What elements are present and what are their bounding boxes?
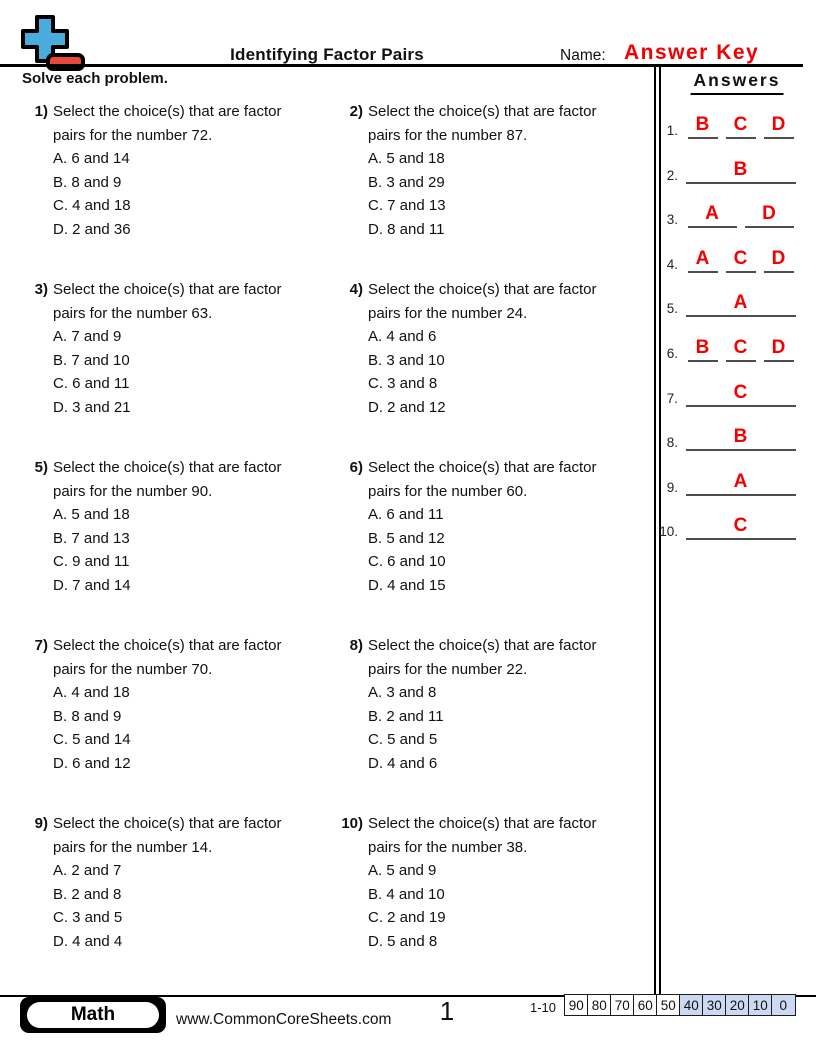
choice-item: A. 6 and 11	[368, 506, 444, 523]
answer-blank	[686, 513, 796, 540]
problem-block	[337, 634, 637, 775]
choice-item: D. 4 and 6	[368, 754, 438, 772]
score-cell: 40	[679, 994, 704, 1016]
answer-letter: C	[733, 381, 749, 403]
problem-block	[22, 456, 322, 597]
problem-block	[22, 812, 322, 953]
answer-blank	[764, 335, 794, 362]
answer-letter: C	[733, 114, 749, 135]
problem-prompt: Select the choice(s) that are factor pairs for the number 90.	[53, 459, 282, 500]
choice-item: D. 2 and 36	[53, 220, 131, 238]
answer-letter: B	[695, 114, 711, 135]
answer-number: 7.	[666, 390, 678, 406]
answer-blank	[686, 290, 796, 317]
answer-row	[656, 201, 802, 228]
choice-item: D. 4 and 4	[53, 932, 123, 950]
answer-blanks	[680, 157, 802, 184]
subject-pill	[27, 1002, 159, 1028]
answer-blank	[688, 246, 718, 273]
answer-blanks	[680, 246, 802, 273]
choice-item: A. 5 and 18	[53, 506, 130, 523]
answer-blanks	[680, 201, 802, 228]
choice-item: A. 6 and 14	[53, 150, 130, 167]
header-rule	[0, 64, 803, 67]
choice-item: C. 7 and 13	[368, 197, 446, 214]
problem-body	[368, 100, 637, 241]
problem-body	[368, 812, 637, 953]
answer-row	[656, 157, 802, 184]
answer-blank	[686, 469, 796, 496]
problem-block	[337, 812, 637, 953]
problem-number: 4)	[349, 281, 363, 298]
problem-prompt: Select the choice(s) that are factor pairs for the number 63.	[53, 281, 282, 322]
answer-blanks	[680, 112, 802, 139]
choice-item: D. 8 and 11	[368, 220, 445, 238]
choice-list	[53, 681, 322, 775]
choice-item: C. 4 and 18	[53, 197, 131, 214]
answer-blanks	[680, 290, 802, 317]
choice-item: C. 2 and 19	[368, 909, 446, 926]
answer-letter: B	[695, 337, 711, 358]
problem-block	[337, 456, 637, 597]
choice-item: A. 4 and 6	[368, 328, 437, 345]
website-url: www.CommonCoreSheets.com	[176, 1011, 392, 1028]
choice-list	[368, 325, 637, 419]
answer-blanks	[680, 335, 802, 362]
answer-letter: A	[733, 470, 749, 492]
problem-body	[368, 634, 637, 775]
answer-blank	[726, 246, 756, 273]
answer-number: 1.	[666, 123, 678, 138]
choice-item: C. 5 and 14	[53, 731, 131, 748]
problem-prompt: Select the choice(s) that are factor pairs for the number 22.	[368, 637, 597, 678]
answer-blank	[688, 335, 718, 362]
problem-number: 7)	[34, 637, 48, 654]
problem-body	[53, 278, 322, 419]
answer-number: 5.	[666, 301, 678, 317]
answer-row	[656, 513, 802, 540]
problem-body	[53, 456, 322, 597]
answer-letter: A	[695, 247, 711, 269]
answer-number: 6.	[666, 346, 678, 361]
choice-item: B. 5 and 12	[368, 529, 445, 547]
answer-row	[656, 246, 802, 273]
problem-number: 5)	[34, 459, 48, 476]
problem-block	[22, 100, 322, 241]
answer-number: 8.	[666, 435, 678, 451]
answer-row	[656, 424, 802, 451]
score-cell: 20	[725, 994, 750, 1016]
problem-number: 10)	[341, 815, 363, 832]
answer-blank	[686, 380, 796, 407]
answer-letter: C	[733, 247, 749, 269]
answer-blank	[686, 424, 796, 451]
choice-item: C. 5 and 5	[368, 731, 438, 748]
choice-list	[368, 681, 637, 775]
problem-prompt: Select the choice(s) that are factor pairs for the number 24.	[368, 281, 597, 322]
choice-item: C. 3 and 5	[53, 909, 123, 926]
problem-number: 9)	[34, 815, 48, 832]
answer-letter: D	[771, 114, 787, 135]
problem-body	[368, 278, 637, 419]
subject-badge	[20, 997, 166, 1033]
answer-letter: C	[733, 337, 749, 358]
problem-prompt: Select the choice(s) that are factor pairs for the number 14.	[53, 815, 282, 856]
answer-blanks	[680, 513, 802, 540]
answer-letter: C	[733, 515, 749, 537]
answer-blank	[688, 112, 718, 139]
subject-label: Math	[70, 1004, 116, 1025]
choice-item: D. 4 and 15	[368, 576, 446, 594]
problem-block	[337, 100, 637, 241]
choice-list	[368, 147, 637, 241]
answer-letter: D	[771, 247, 787, 269]
choice-item: C. 3 and 8	[368, 375, 438, 392]
answer-number: 2.	[666, 167, 678, 183]
problem-number: 8)	[349, 637, 363, 654]
answer-blank	[764, 112, 794, 139]
answer-blank	[745, 201, 794, 228]
choice-item: A. 5 and 9	[368, 862, 437, 879]
answer-blanks	[680, 424, 802, 451]
choice-item: D. 7 and 14	[53, 576, 131, 594]
problem-body	[53, 634, 322, 775]
choice-item: B. 3 and 29	[368, 173, 445, 191]
choice-item: B. 2 and 11	[368, 707, 444, 725]
choice-item: D. 3 and 21	[53, 398, 131, 416]
answer-number: 4.	[666, 256, 678, 272]
problem-prompt: Select the choice(s) that are factor pairs for the number 60.	[368, 459, 597, 500]
problem-number: 1)	[34, 103, 48, 120]
choice-item: B. 8 and 9	[53, 173, 122, 191]
problem-block	[337, 278, 637, 419]
score-cell: 90	[564, 994, 589, 1016]
choice-list	[53, 147, 322, 241]
problem-block	[22, 278, 322, 419]
answer-letter: D	[771, 337, 787, 358]
page-title: Identifying Factor Pairs	[230, 45, 424, 64]
choice-item: D. 2 and 12	[368, 398, 446, 416]
answer-blanks	[680, 380, 802, 407]
problem-number: 3)	[34, 281, 48, 298]
answer-blank	[764, 246, 794, 273]
choice-item: D. 5 and 8	[368, 932, 438, 950]
answers-title: Answers	[691, 70, 784, 95]
answer-letter: B	[733, 426, 749, 448]
choice-item: B. 7 and 13	[53, 529, 130, 547]
answer-row	[656, 112, 802, 139]
choice-item: B. 4 and 10	[368, 885, 445, 903]
problem-body	[53, 100, 322, 241]
choice-list	[53, 503, 322, 597]
choice-list	[368, 503, 637, 597]
answer-letter: D	[762, 203, 777, 225]
answer-blank	[726, 112, 756, 139]
score-cell: 70	[610, 994, 635, 1016]
choice-item: A. 3 and 8	[368, 684, 437, 701]
score-cell: 0	[771, 994, 796, 1016]
answer-row	[656, 290, 802, 317]
answer-letter: A	[733, 292, 749, 314]
choice-item: A. 5 and 18	[368, 150, 445, 167]
answer-row	[656, 469, 802, 496]
answer-letter: B	[733, 158, 749, 180]
score-cell: 60	[633, 994, 658, 1016]
answer-letter: A	[705, 203, 720, 225]
answer-blanks	[680, 469, 802, 496]
answer-row	[656, 335, 802, 362]
name-label: Name:	[560, 47, 606, 64]
problem-prompt: Select the choice(s) that are factor pairs for the number 72.	[53, 103, 282, 144]
choice-item: B. 8 and 9	[53, 707, 122, 725]
choice-list	[53, 325, 322, 419]
answer-number: 3.	[666, 212, 678, 228]
name-value: Answer Key	[624, 41, 760, 64]
answer-blank	[686, 157, 796, 184]
score-range-label: 1-10	[530, 1000, 557, 1015]
choice-item: C. 6 and 11	[53, 375, 130, 392]
problem-number: 6)	[349, 459, 363, 476]
choice-item: B. 7 and 10	[53, 351, 130, 369]
score-cell: 30	[702, 994, 727, 1016]
problem-block	[22, 634, 322, 775]
score-cell: 50	[656, 994, 681, 1016]
score-table	[564, 994, 796, 1016]
choice-list	[53, 859, 322, 953]
page-number: 1	[439, 996, 455, 1026]
choice-item: B. 3 and 10	[368, 351, 445, 369]
choice-item: A. 2 and 7	[53, 862, 122, 879]
answer-blank	[726, 335, 756, 362]
choice-item: B. 2 and 8	[53, 885, 122, 903]
problem-prompt: Select the choice(s) that are factor pairs for the number 38.	[368, 815, 597, 856]
problem-body	[368, 456, 637, 597]
score-cell: 10	[748, 994, 773, 1016]
answer-number: 10.	[659, 524, 678, 540]
problem-number: 2)	[349, 103, 363, 120]
instructions: Solve each problem.	[22, 70, 168, 87]
choice-item: A. 7 and 9	[53, 328, 122, 345]
problem-prompt: Select the choice(s) that are factor pairs for the number 70.	[53, 637, 282, 678]
score-cell: 80	[587, 994, 612, 1016]
choice-list	[368, 859, 637, 953]
problem-prompt: Select the choice(s) that are factor pairs for the number 87.	[368, 103, 597, 144]
answer-number: 9.	[666, 479, 678, 495]
choice-item: A. 4 and 18	[53, 684, 130, 701]
choice-item: D. 6 and 12	[53, 754, 131, 772]
problem-body	[53, 812, 322, 953]
answer-row	[656, 380, 802, 407]
choice-item: C. 6 and 10	[368, 553, 446, 570]
answer-blank	[688, 201, 737, 228]
choice-item: C. 9 and 11	[53, 553, 130, 570]
